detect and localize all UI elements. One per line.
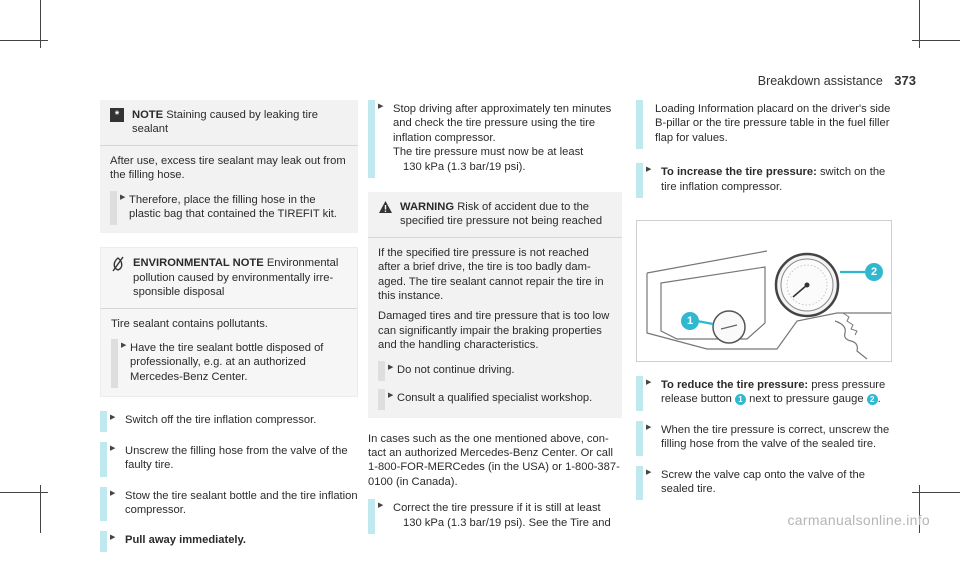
env-title: ENVIRONMENTAL NOTE (133, 257, 264, 270)
compressor-illustration (637, 221, 891, 361)
section-title: Breakdown assistance (757, 74, 883, 88)
step-correct-pressure (368, 499, 622, 534)
inline-callout-2: 2 (867, 394, 878, 405)
warning-body (368, 238, 622, 418)
step-text: switch on the tire inflation compressor. (661, 166, 886, 193)
page-number: 373 (894, 73, 916, 88)
note-text: After use, excess tire sealant may leak out from the filling hose. (110, 154, 346, 182)
step-text: 130 kPa (1.3 bar/19 psi). (403, 160, 526, 173)
callout-2: 2 (865, 263, 883, 281)
warning-step: ▶ Do not continue driving. (378, 361, 612, 381)
step-increase (636, 163, 892, 198)
step-valve-cap: ▶ Screw the valve cap onto the valve of the sealed tire. (636, 466, 892, 501)
environmental-panel (100, 247, 358, 397)
env-headline: Environmental pollution caused by environmentally irresponsible disposal (133, 257, 339, 299)
note-header (100, 100, 358, 146)
step-text: press pressure release button (661, 379, 886, 406)
crop-mark (0, 492, 48, 493)
step-item: ▶ Stow the tire sealant bottle and the tire inflation compressor. (100, 487, 358, 522)
inline-callout-1: 1 (735, 394, 746, 405)
environment-icon (111, 256, 125, 272)
note-step: ▶ Therefore, place the filling hose in the plastic bag that contained the TIREFIT kit. (110, 191, 348, 226)
step-label: To increase the tire pressure: (661, 166, 817, 179)
callout-1: 1 (681, 312, 699, 330)
warning-triangle-icon (378, 200, 393, 214)
env-step: ▶ Have the tire sealant bottle disposed of professionally, e.g. at an authorized Mercedes-Benz Center. (111, 339, 347, 388)
column-3 (636, 100, 892, 510)
step-label: To reduce the tire pressure: (661, 379, 809, 392)
step-when-correct: ▶ When the tire pressure is correct, unscrew the filling hose from the valve of the sealed tire. (636, 421, 892, 456)
step-item-bold: ▶ Pull away immediately. (100, 531, 358, 551)
step-text: . (877, 393, 881, 406)
step-reduce (636, 376, 892, 411)
warning-step: ▶ Consult a qualified specialist workshop. (378, 389, 612, 409)
crop-mark (0, 40, 48, 41)
env-body (101, 309, 357, 397)
step-text: The tire pressure must now be at least (393, 146, 584, 159)
column-2 (368, 100, 622, 544)
env-header (101, 248, 357, 308)
crop-mark (912, 492, 960, 493)
watermark: carmanualsonline.info (787, 511, 930, 528)
warning-paragraph: Damaged tires and tire pressure that is too low can significantly impair the braking properties and the handling characteristics. (378, 310, 610, 352)
running-header (758, 74, 916, 88)
column-1 (100, 100, 358, 562)
contact-paragraph: In cases such as the one mentioned above, contact an authorized Mercedes-Benz Center. Or call 1-800-FOR-MERCedes (in the USA) or 1-800-387-0100 (in Canada). (368, 432, 620, 488)
step-text: 130 kPa (1.3 bar/19 psi). See the Tire and (403, 516, 611, 529)
note-body (100, 146, 358, 234)
crop-mark (912, 40, 960, 41)
note-title: NOTE (132, 109, 164, 121)
warning-header (368, 192, 622, 238)
step-text: ▶ Stop driving after approximately ten minutes and check the tire pressure using the tire inflation compressor. (393, 103, 612, 144)
env-text: Tire sealant contains pollutants. (111, 317, 268, 330)
warning-headline: Risk of accident due to the specified tire pressure not being reached (400, 201, 603, 228)
step-text: next to pressure gauge (746, 393, 867, 406)
step-stop-driving (368, 100, 622, 178)
note-headline: Staining caused by leaking tire sealant (132, 109, 318, 136)
warning-paragraph: If the specified tire pressure is not reached after a brief drive, the tire is too badly damaged. The tire sealant cannot repair the tire in this instance. (378, 246, 604, 303)
asterisk-icon: * (110, 108, 124, 122)
step-item: ▶ Unscrew the filling hose from the valve of the faulty tire. (100, 442, 358, 477)
continued-text: Loading Information placard on the driver's side B-pillar or the tire pressure table in the fuel filler flap for values. (636, 100, 892, 149)
note-panel (100, 100, 358, 233)
step-text: ▶ Correct the tire pressure if it is still at least (393, 502, 601, 515)
warning-panel (368, 192, 622, 417)
step-item: ▶ Switch off the tire inflation compressor. (100, 411, 358, 431)
warning-title: WARNING (400, 201, 455, 214)
compressor-figure (636, 220, 892, 362)
